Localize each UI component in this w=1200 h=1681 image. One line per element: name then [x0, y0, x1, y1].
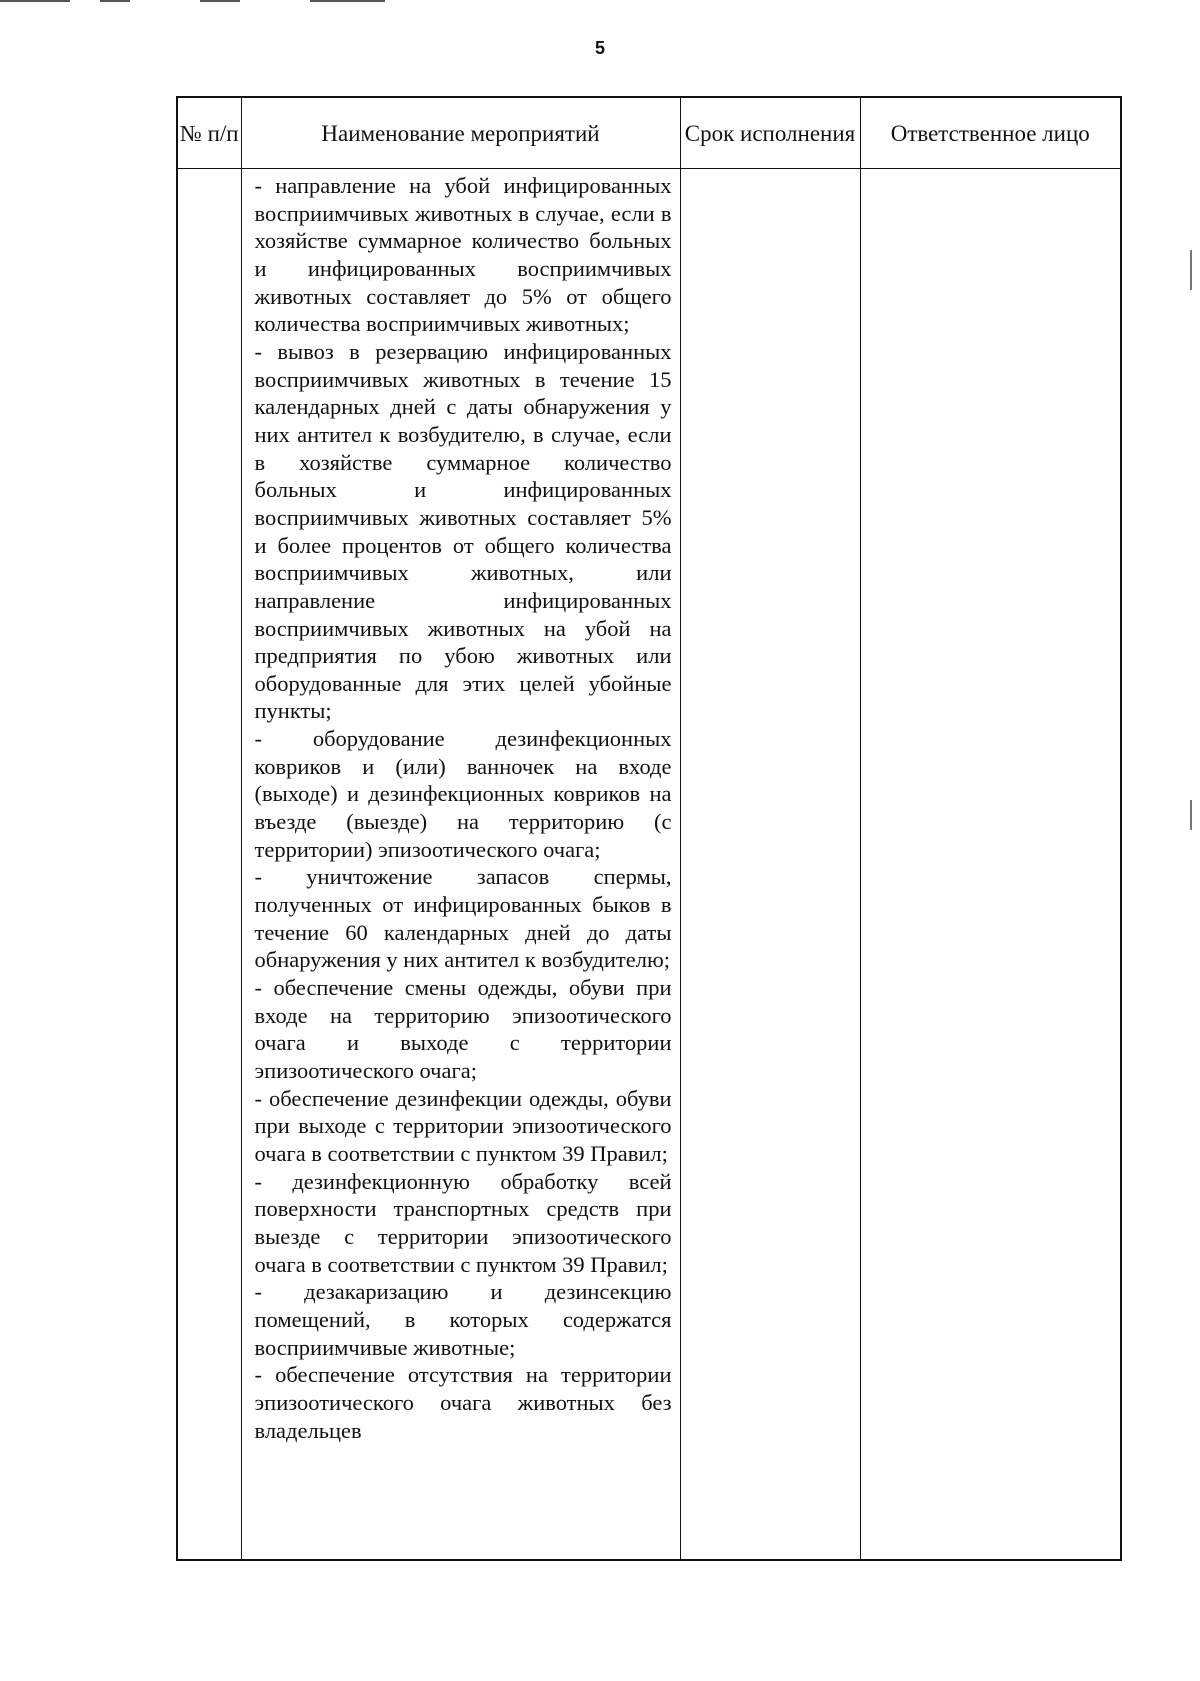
- page-number: 5: [594, 38, 605, 58]
- header-num: [177, 97, 241, 169]
- measure-item: - дезакаризацию и дезинсекцию помещений, в которых содержатся восприимчивые животные;: [254, 1279, 672, 1360]
- scan-artifact: [100, 0, 130, 2]
- cell-responsible: [860, 169, 1121, 1561]
- measure-item: - дезинфекционную обработку всей поверхности транспортных средств при выезде с территории эпизоотического очага в соответствии с пунктом 39 Правил;: [254, 1168, 672, 1277]
- header-responsible-label: Ответственное лицо: [890, 120, 1090, 146]
- table-row: [177, 169, 1121, 1561]
- header-deadline: [680, 97, 860, 169]
- measure-item: - обеспечение отсутствия на территории эпизоотического очага животных без владельцев: [254, 1362, 672, 1443]
- measure-item: - обеспечение дезинфекции одежды, обуви при выходе с территории эпизоотического очага в соответствии с пунктом 39 Правил;: [254, 1085, 672, 1166]
- table-header-row: [177, 97, 1121, 169]
- cell-num: [177, 169, 241, 1561]
- header-name-label: Наименование мероприятий: [321, 120, 600, 146]
- measure-item: - направление на убой инфицированных восприимчивых животных в случае, если в хозяйстве суммарное количество больных и инфицированных восприимчивых животных составляет до 5% от общего количества восприимчивых животных;: [254, 173, 672, 337]
- cell-measures: [241, 169, 680, 1561]
- scan-artifact: [1190, 800, 1192, 830]
- measure-item: - обеспечение смены одежды, обуви при входе на территорию эпизоотического очага и выходе с территории эпизоотического очага;: [254, 975, 672, 1083]
- header-name: [241, 97, 680, 169]
- cell-deadline: [680, 169, 860, 1561]
- measures-table: [176, 96, 1122, 1561]
- measure-item: - уничтожение запасов спермы, полученных от инфицированных быков в течение 60 календарных дней до даты обнаружения у них антител к возбудителю;: [254, 864, 672, 973]
- scan-artifact: [1190, 250, 1192, 290]
- scan-artifact: [0, 0, 70, 2]
- scan-artifact: [310, 0, 385, 2]
- measure-item: - оборудование дезинфекционных ковриков и (или) ванночек на входе (выходе) и дезинфекционных ковриков на въезде (выезде) на территорию (с территории) эпизоотического очага;: [254, 726, 672, 862]
- header-deadline-label: Срок исполнения: [684, 120, 856, 146]
- header-responsible: [860, 97, 1121, 169]
- scan-artifact: [200, 0, 240, 2]
- header-num-label: № п/п: [179, 120, 239, 146]
- measure-item: - вывоз в резервацию инфицированных восприимчивых животных в течение 15 календарных дней с даты обнаружения у них антител к возбудителю, в случае, если в хозяйстве суммарное количество больных и инфицированных восприимчивых животных составляет 5% и более процентов от общего количества восприимчивых животных, или направление инфицированных восприимчивых животных на убой на предприятия по убою животных или оборудованные для этих целей убойные пункты;: [254, 338, 672, 724]
